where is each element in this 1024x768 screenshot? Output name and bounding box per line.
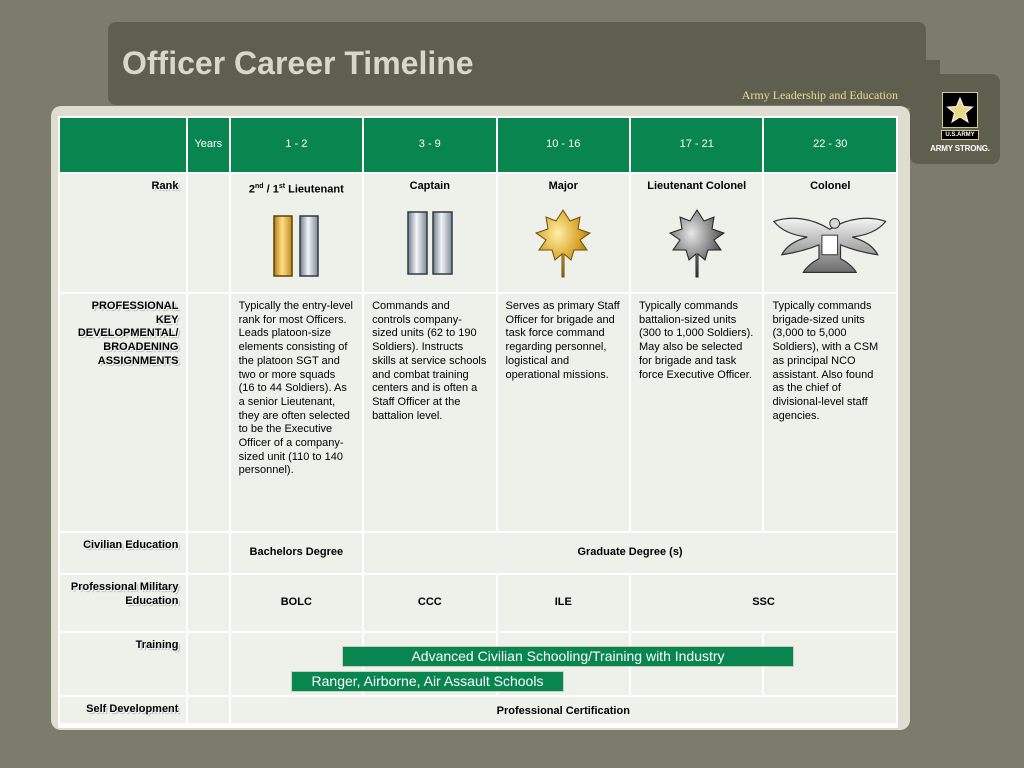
page-title: Officer Career Timeline [122,45,474,81]
pme-bolc: BOLC [231,575,362,631]
assignments-years-cell [188,294,228,531]
rank-years-cell [188,174,228,292]
rank-lt-sup-nd: nd [255,183,264,190]
silver-oak-leaf-icon [667,207,727,279]
rank-colonel-label: Colonel [810,180,851,192]
military-label: Professional Military Education [60,575,186,631]
header-row [60,118,896,172]
assignment-4: Typically commands battalion-sized units (300 to 1,000 Soldiers). May also be selected for brigade and task force Executive Officer. [631,294,762,531]
years-col-2: 3 - 9 [364,118,495,172]
rank-lt-num: 2 [248,183,255,196]
rank-colonel [764,174,896,292]
rank-major [498,174,629,292]
gold-bar-icon [273,215,293,277]
assignment-2: Commands and controls company-sized units (62 to 190 Soldiers). Instructs skills at service schools and combat training centers and is often a Staff Officer at the battalion level. [364,294,495,531]
rank-lt-name: Lieutenant [285,183,344,196]
civilian-education-row [60,533,896,573]
gold-oak-leaf-icon [533,207,593,279]
rank-label: Rank [60,174,186,292]
rank-row [60,174,896,292]
civilian-bachelors: Bachelors Degree [231,533,362,573]
assignments-row [60,294,896,531]
logo-army-strong-text: ARMY STRONG. [930,144,990,153]
rank-captain [364,174,495,292]
pme-ccc: CCC [364,575,495,631]
silver-bar-icon [299,215,319,277]
pme-ssc: SSC [631,575,896,631]
years-col-3: 10 - 16 [498,118,629,172]
assignment-3: Serves as primary Staff Officer for brigade and task force command regarding personnel, logistical and operational missions. [498,294,629,531]
self-development-row [60,697,896,723]
page-subtitle: Army Leadership and Education [741,88,898,102]
professional-certification: Professional Certification [231,697,896,723]
military-years-cell [188,575,228,631]
military-education-row [60,575,896,631]
career-timeline-table [58,116,898,725]
assignments-label: PROFESSIONAL KEY DEVELOPMENTAL/ BROADENING ASSIGNMENTS [60,294,186,531]
army-logo [925,92,995,153]
rank-captain-label: Captain [409,180,450,192]
eagle-icon [772,209,888,277]
years-header: Years [188,118,228,172]
rank-lt-sep: / 1 [263,183,279,196]
assignment-5: Typically commands brigade-sized units (3,000 to 5,000 Soldiers), with a CSM as principal NCO assistant. Also found as the chief of divisional-level staff agencies. [764,294,896,531]
training-label: Training [60,633,186,695]
assignment-1: Typically the entry-level rank for most Officers. Leads platoon-size elements consisting of the platoon SGT and two or more squads (16 to 44 Soldiers). As a senior Lieutenant, they are often selected to be the Executive Officer of a company-sized unit (110 to 140 personnel). [231,294,362,531]
years-col-1: 1 - 2 [231,118,362,172]
years-col-4: 17 - 21 [631,118,762,172]
rank-ltc-label: Lieutenant Colonel [647,180,747,192]
civilian-graduate: Graduate Degree (s) [364,533,896,573]
rank-lieutenant [231,174,362,292]
ranger-airborne-bar: Ranger, Airborne, Air Assault Schools [291,671,564,692]
training-years-cell [188,633,228,695]
years-col-5: 22 - 30 [764,118,896,172]
logo-usarmy-text: U.S.ARMY [941,130,979,140]
double-bar-icon [407,211,453,275]
rank-lieutenant-colonel [631,174,762,292]
advanced-schooling-bar: Advanced Civilian Schooling/Training with Industry [342,646,794,667]
civilian-label: Civilian Education [60,533,186,573]
rank-lt-sup-st: st [278,183,286,190]
self-development-label: Self Development [60,697,186,723]
self-development-years-cell [188,697,228,723]
pme-ile: ILE [498,575,629,631]
civilian-years-cell [188,533,228,573]
header-blank-cell [60,118,186,172]
army-star-icon [942,92,978,128]
rank-major-label: Major [548,180,578,192]
